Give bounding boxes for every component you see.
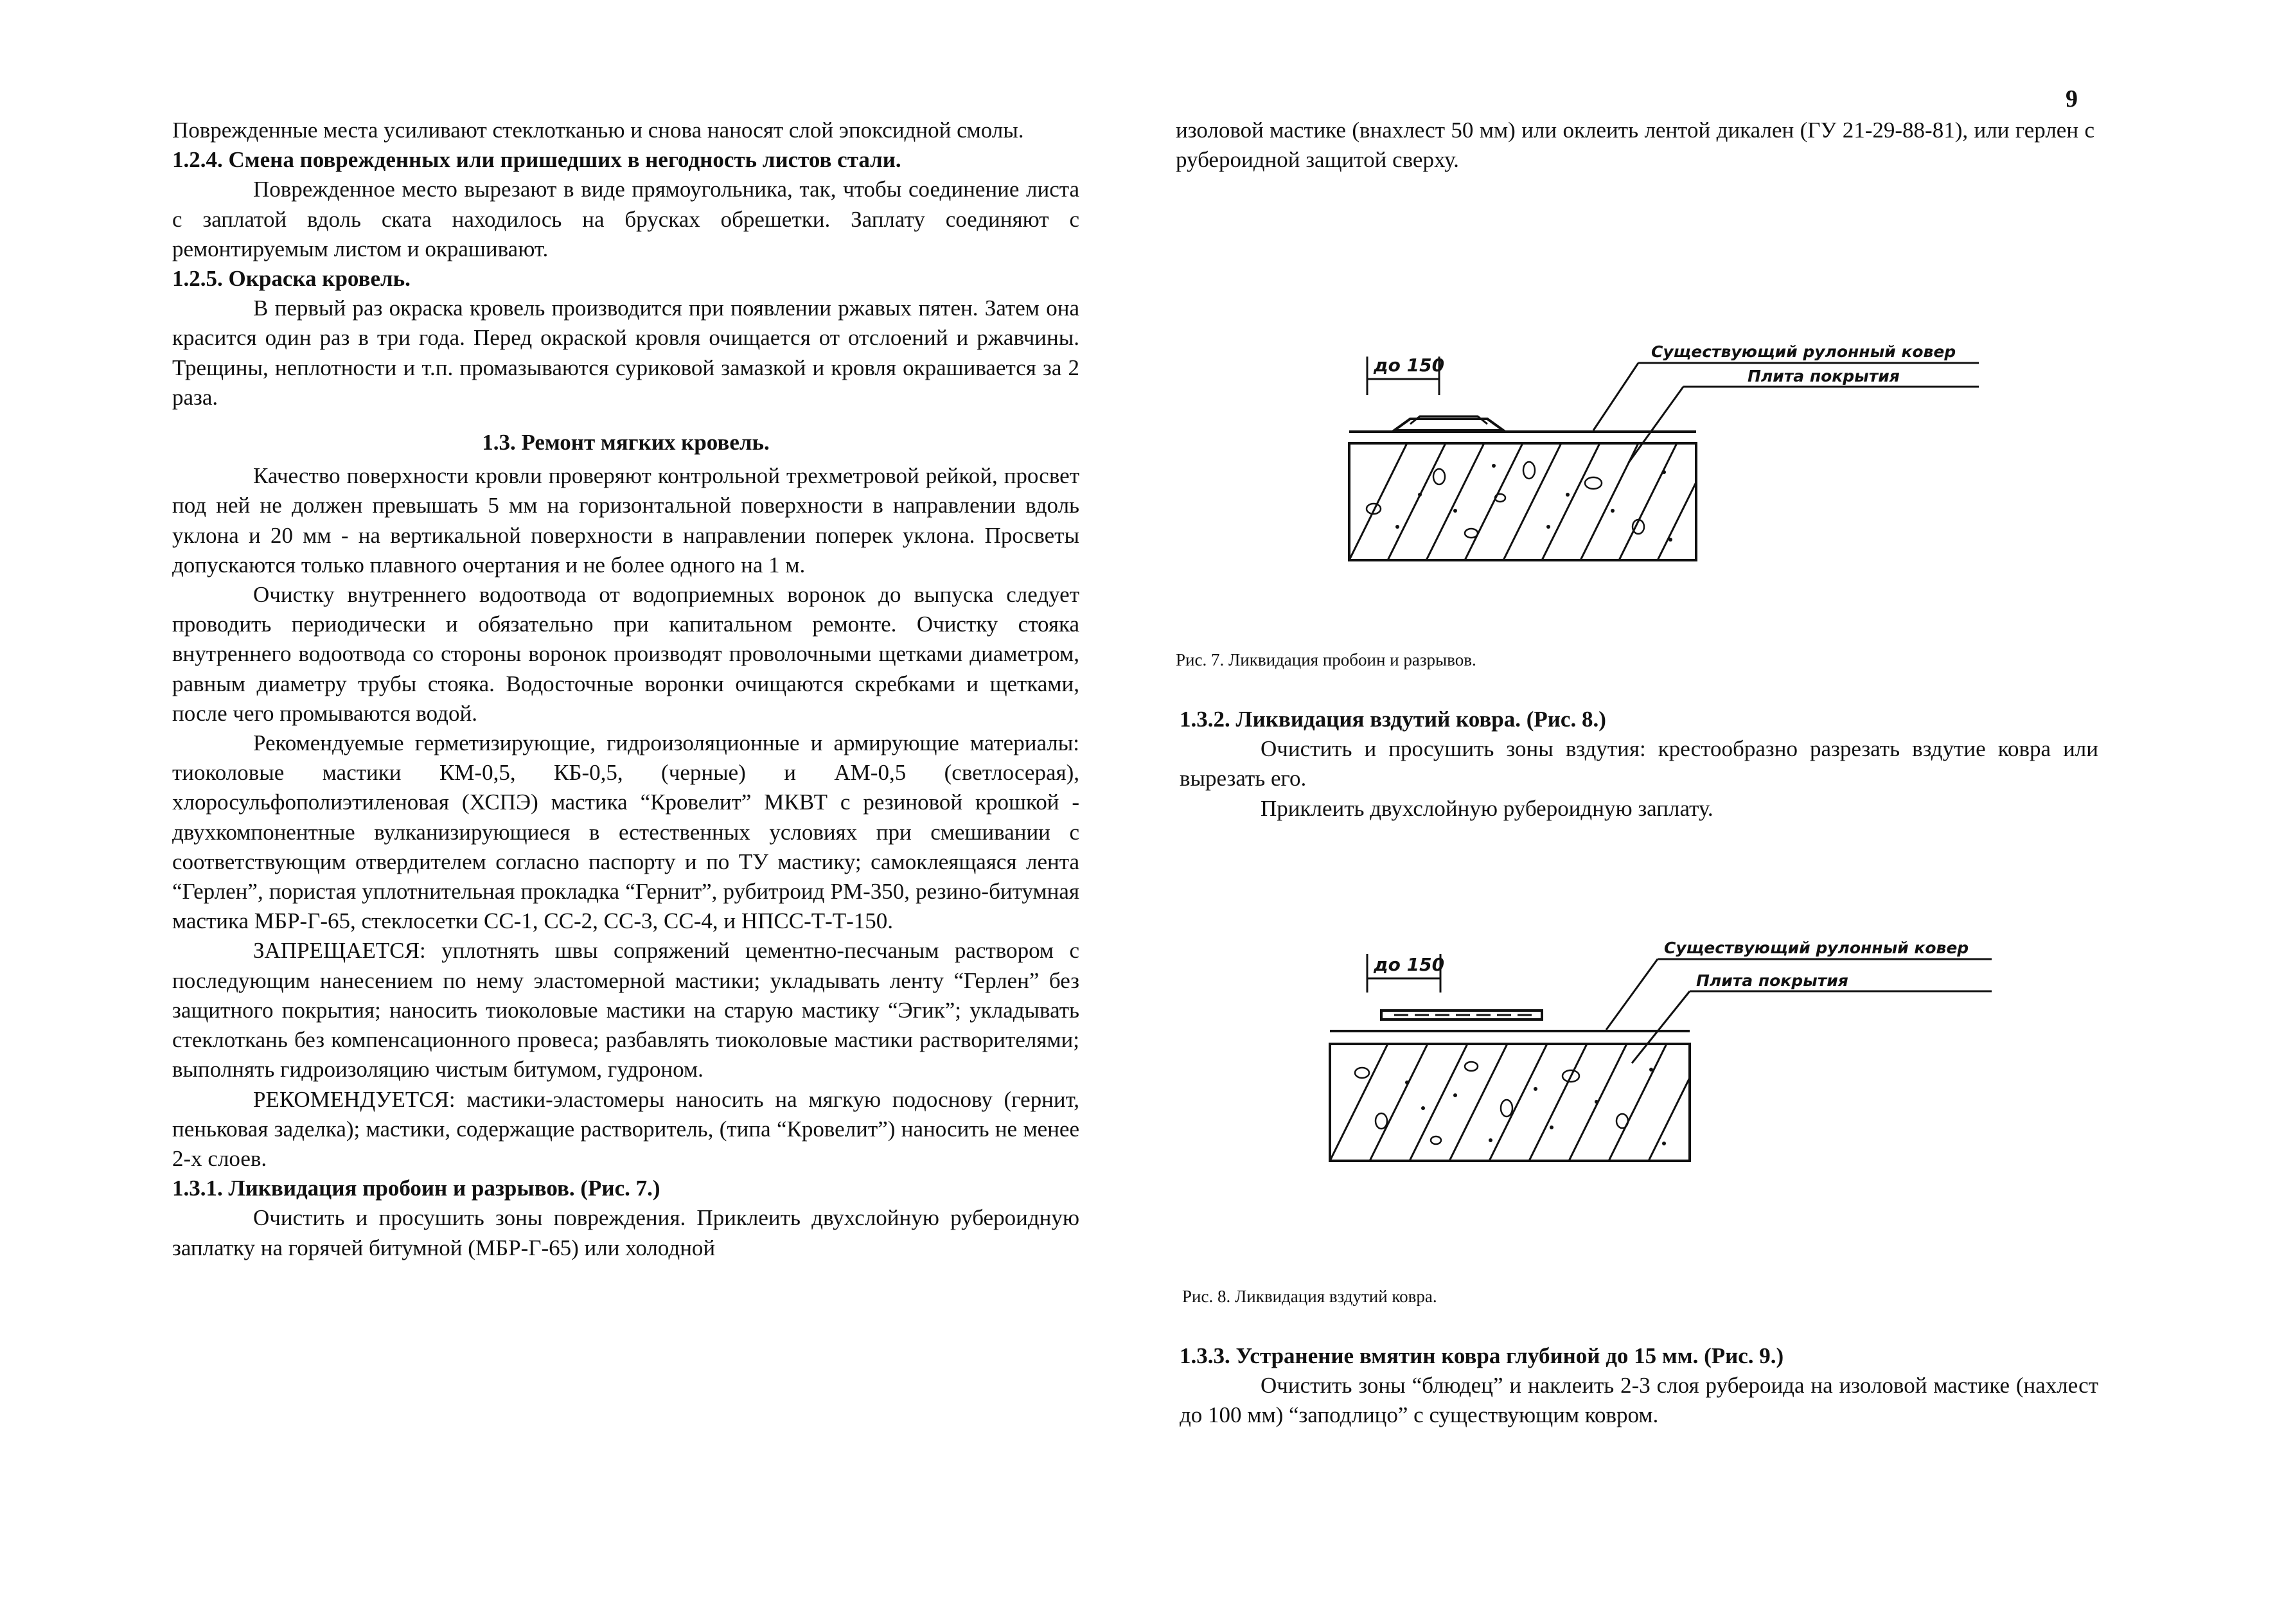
paragraph: Очистить и просушить зоны повреждения. Приклеить двухслойную рубероидную заплатку на горячей битумной (МБР-Г-65) или холодной (172, 1205, 1079, 1260)
label-roof-slab: Плита покрытия (1696, 971, 1848, 990)
section-1-3-3 (1180, 1341, 2098, 1431)
label-existing-carpet: Существующий рулонный ковер (1664, 939, 1969, 957)
paragraph: изоловой мастике (внахлест 50 мм) или оклеить лентой дикален (ГУ 21-29-88-81), или герлен с рубероидной защитой сверху. (1176, 118, 2094, 173)
dimension-label: до 150 (1374, 355, 1445, 376)
paragraph: Приклеить двухслойную рубероидную заплату. (1261, 795, 1713, 821)
figure-7-caption: Рис. 7. Ликвидация пробоин и разрывов. (1176, 650, 1476, 669)
section-heading-1-3-2: 1.3.2. Ликвидация вздутий ковра. (Рис. 8.) (1180, 707, 1606, 732)
section-heading-1-2-5: 1.2.5. Окраска кровель. (172, 266, 411, 292)
right-column-top (1176, 116, 2094, 175)
paragraph: Рекомендуемые герметизирующие, гидроизоляционные и армирующие материалы: тиоколовые мастики КМ-0,5, КБ-0,5, (черные) и АМ-0,5 (светлосерая), хлоросульфополиэтиленовая (ХСПЭ) мастика “Кровелит” МКВТ с резиновой крошкой - двухкомпонентные вулканизирующиеся в естественных условиях при смешивании с соответствующим отвердителем согласно паспорту и по ТУ мастику; самоклеящаяся лента “Герлен”, пористая уплотнительная прокладка “Гернит”, рубитроид РМ-350, резино-битумная мастика МБР-Г-65, стеклосетки СС-1, СС-2, СС-3, СС-4, и НПСС-Т-Т-150. (172, 730, 1079, 934)
section-heading-1-2-4: 1.2.4. Смена поврежденных или пришедших в негодность листов стали. (172, 147, 901, 173)
paragraph: Очистку внутреннего водоотвода от водоприемных воронок до выпуска следует проводить периодически и обязательно при капитальном ремонте. Очистку стояка внутреннего водоотвода со стороны воронок производят проволочными щетками диаметром, равным диаметру трубы стояка. Водосточные воронки очищаются скребками и щетками, после чего промываются водой. (172, 582, 1079, 726)
label-existing-carpet: Существующий рулонный ковер (1651, 342, 1956, 361)
page-number: 9 (2066, 85, 2078, 112)
paragraph: Качество поверхности кровли проверяют контрольной трехметровой рейкой, просвет под ней не должен превышать 5 мм на горизонтальной поверхности в направлении вдоль уклона и 20 мм - на вертикальной поверхности в направлении поперек уклона. Просветы допускаются только плавного очертания и не более одного на 1 м. (172, 463, 1079, 578)
section-heading-1-3: 1.3. Ремонт мягких кровель. (482, 430, 770, 455)
paragraph: Поврежденное место вырезают в виде прямоугольника, так, чтобы соединение листа с заплатой вдоль ската находилось на брусках обрешетки. Заплату соединяют с ремонтируемым листом и окрашивают. (172, 177, 1079, 261)
paragraph: В первый раз окраска кровель производится при появлении ржавых пятен. Затем она красится один раз в три года. Перед окраской кровля очищается от отслоений и ржавчины. Трещины, неплотности и т.п. промазываются суриковой замазкой и кровля окрашивается за 2 раза. (172, 296, 1079, 410)
figure-8-caption: Рис. 8. Ликвидация вздутий ковра. (1182, 1287, 1437, 1306)
paragraph: Очистить зоны “блюдец” и наклеить 2-3 слоя рубероида на изоловой мастике (нахлест до 100 мм) “заподлицо” с существующим ковром. (1180, 1373, 2098, 1428)
dimension-label: до 150 (1374, 954, 1445, 975)
figure-8-diagram (1323, 935, 2024, 1179)
section-1-3-2 (1180, 705, 2098, 824)
section-heading-1-3-3: 1.3.3. Устранение вмятин ковра глубиной до 15 мм. (Рис. 9.) (1180, 1343, 1784, 1368)
label-roof-slab: Плита покрытия (1748, 367, 1900, 385)
paragraph: РЕКОМЕНДУЕТСЯ: мастики-эластомеры наносить на мягкую подоснову (гернит, пеньковая заделка); мастики, содержащие растворитель, (типа “Кровелит”) наносить не менее 2-х слоев. (172, 1086, 1079, 1171)
paragraph: ЗАПРЕЩАЕТСЯ: уплотнять швы сопряжений цементно-песчаным раствором с последующим нанесением по нему эластомерной мастики; укладывать ленту “Герлен” без защитного покрытия; наносить тиоколовые мастики на старую мастику “Эгик”; укладывать стеклоткань без компенсационного провеса; разбавлять тиоколовые мастики растворителями; выполнять гидроизоляцию чистым битумом, гудроном. (172, 938, 1079, 1082)
left-column (172, 116, 1079, 1263)
figure-7-diagram (1336, 334, 2011, 578)
section-heading-1-3-1: 1.3.1. Ликвидация пробоин и разрывов. (Рис. 7.) (172, 1176, 660, 1201)
paragraph: Очистить и просушить зоны вздутия: крестообразно разрезать вздутие ковра или вырезать его. (1180, 736, 2098, 791)
paragraph: Поврежденные места усиливают стеклотканью и снова наносят слой эпоксидной смолы. (172, 118, 1024, 143)
